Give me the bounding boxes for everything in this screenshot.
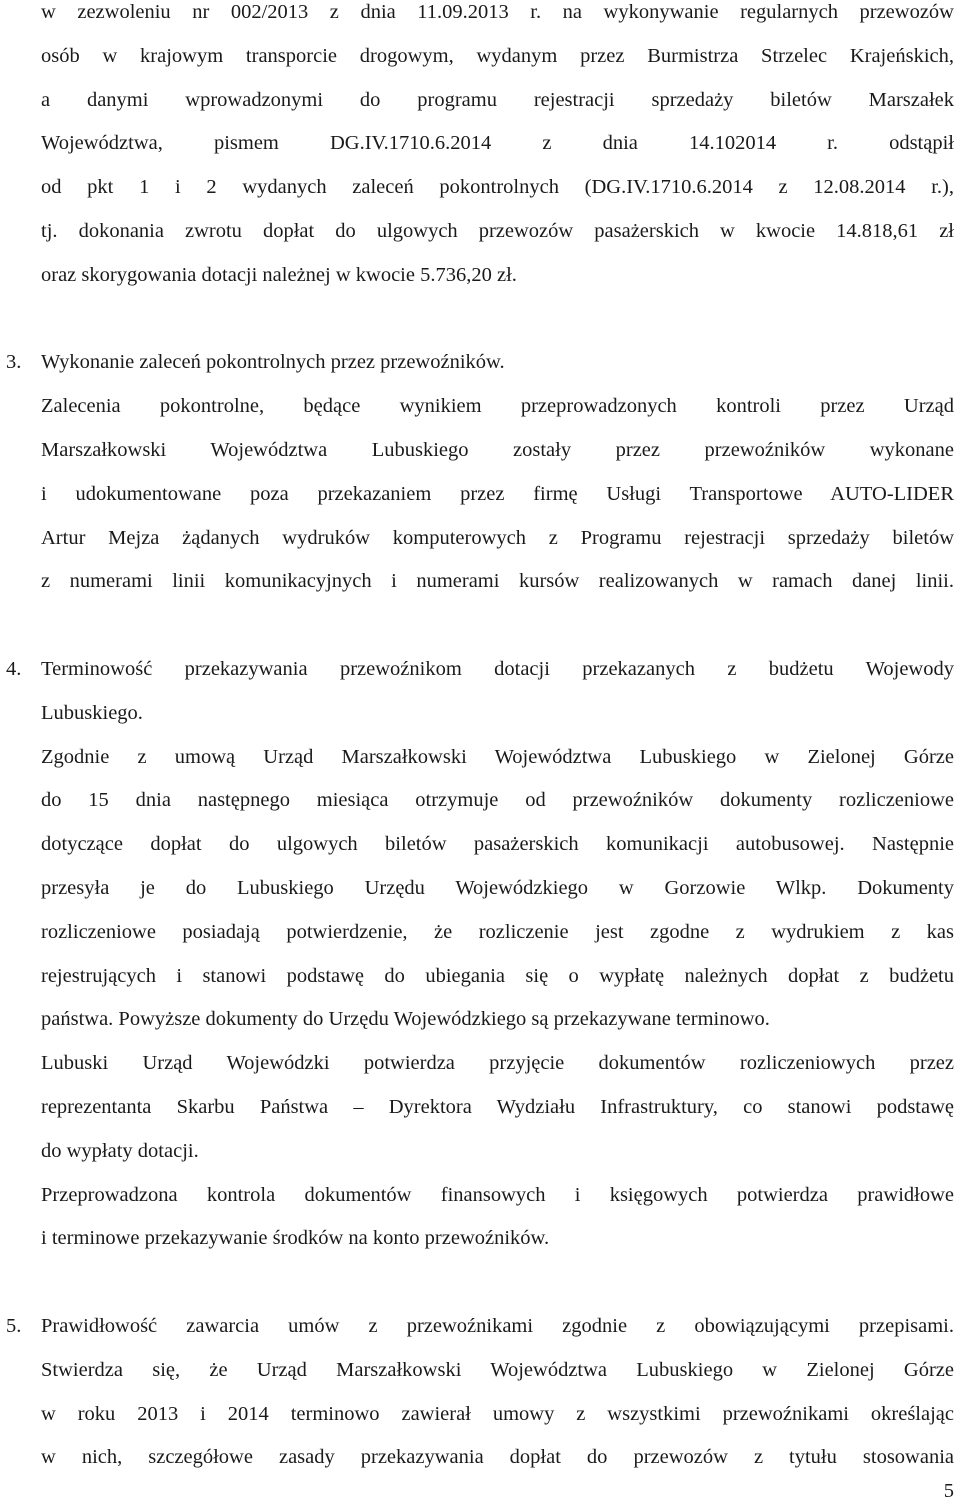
intro-line: Województwa, pismem DG.IV.1710.6.2014 z dnia 14.102014 r. odstąpił [41,132,954,155]
section-3-body [0,385,960,604]
section-title: Prawidłowość zawarcia umów z przewoźnikami zgodnie z obowiązującymi przepisami. [41,1314,954,1337]
spacer [0,604,960,648]
body-line: z numerami linii komunikacyjnych i numerami kursów realizowanych w ramach danej linii. [41,570,954,593]
intro-line: w zezwoleniu nr 002/2013 z dnia 11.09.2013 r. na wykonywanie regularnych przewozów [41,1,954,23]
intro-line: oraz skorygowania dotacji należnej w kwocie 5.736,20 zł. [41,263,517,286]
section-title: Wykonanie zaleceń pokontrolnych przez przewoźników. [41,351,505,374]
body-line: do wypłaty dotacji. [41,1139,199,1162]
body-line: rozliczeniowe posiadają potwierdzenie, że rozliczenie jest zgodne z wydrukiem z kas [41,920,954,943]
body-line: i udokumentowane poza przekazaniem przez firmę Usługi Transportowe AUTO-LIDER [41,482,954,505]
section-4-paragraph-1 [0,736,960,1043]
section-4-paragraph-3 [0,1174,960,1262]
section-number: 5. [6,1314,22,1337]
body-line: Marszałkowski Województwa Lubuskiego zostały przez przewoźników wykonane [41,438,954,461]
spacer [0,1261,960,1305]
body-line: rejestrujących i stanowi podstawę do ubiegania się o wypłatę należnych dopłat z budżetu [41,964,954,987]
intro-line: a danymi wprowadzonymi do programu rejestracji sprzedaży biletów Marszałek [41,88,954,111]
section-4-heading [0,648,960,692]
section-4-paragraph-2 [0,1042,960,1173]
section-5-body [0,1349,960,1480]
body-line: Zgodnie z umową Urząd Marszałkowski Województwa Lubuskiego w Zielonej Górze [41,745,954,768]
body-line: Przeprowadzona kontrola dokumentów finansowych i księgowych potwierdza prawidłowe [41,1183,954,1206]
body-line: Lubuski Urząd Wojewódzki potwierdza przyjęcie dokumentów rozliczeniowych przez [41,1052,954,1075]
spacer [0,298,960,342]
section-title: Terminowość przekazywania przewoźnikom dotacji przekazanych z budżetu Wojewody [41,657,954,680]
section-number: 4. [6,657,22,680]
section-4-title-continued [0,692,960,736]
body-line: dotyczące dopłat do ulgowych biletów pasażerskich komunikacji autobusowej. Następnie [41,833,954,856]
intro-line: od pkt 1 i 2 wydanych zaleceń pokontrolnych (DG.IV.1710.6.2014 z 12.08.2014 r.), [41,176,954,199]
body-line: Stwierdza się, że Urząd Marszałkowski Województwa Lubuskiego w Zielonej Górze [41,1358,954,1381]
intro-paragraph [0,0,960,298]
body-line: Zalecenia pokontrolne, będące wynikiem przeprowadzonych kontroli przez Urząd [41,395,954,418]
intro-line: osób w krajowym transporcie drogowym, wydanym przez Burmistrza Strzelec Krajeńskich, [41,44,954,67]
body-line: przesyła je do Lubuskiego Urzędu Wojewódzkiego w Gorzowie Wlkp. Dokumenty [41,876,954,899]
section-3-heading [0,341,960,385]
page-number: 5 [943,1480,954,1502]
body-line: w nich, szczegółowe zasady przekazywania dopłat do przewozów z tytułu stosowania [41,1446,954,1469]
body-line: do 15 dnia następnego miesiąca otrzymuje od przewoźników dokumenty rozliczeniowe [41,789,954,812]
body-line: państwa. Powyższe dokumenty do Urzędu Wojewódzkiego są przekazywane terminowo. [41,1008,770,1031]
section-title-continued: Lubuskiego. [41,701,143,724]
section-number: 3. [6,351,22,374]
body-line: Artur Mejza żądanych wydruków komputerowych z Programu rejestracji sprzedaży biletów [41,526,954,549]
section-5-heading [0,1305,960,1349]
body-line: reprezentanta Skarbu Państwa – Dyrektora Wydziału Infrastruktury, co stanowi podstawę [41,1095,954,1118]
intro-line: tj. dokonania zwrotu dopłat do ulgowych przewozów pasażerskich w kwocie 14.818,61 zł [41,219,954,242]
body-line: w roku 2013 i 2014 terminowo zawierał umowy z wszystkimi przewoźnikami określając [41,1402,954,1425]
body-line: i terminowe przekazywanie środków na konto przewoźników. [41,1227,550,1250]
